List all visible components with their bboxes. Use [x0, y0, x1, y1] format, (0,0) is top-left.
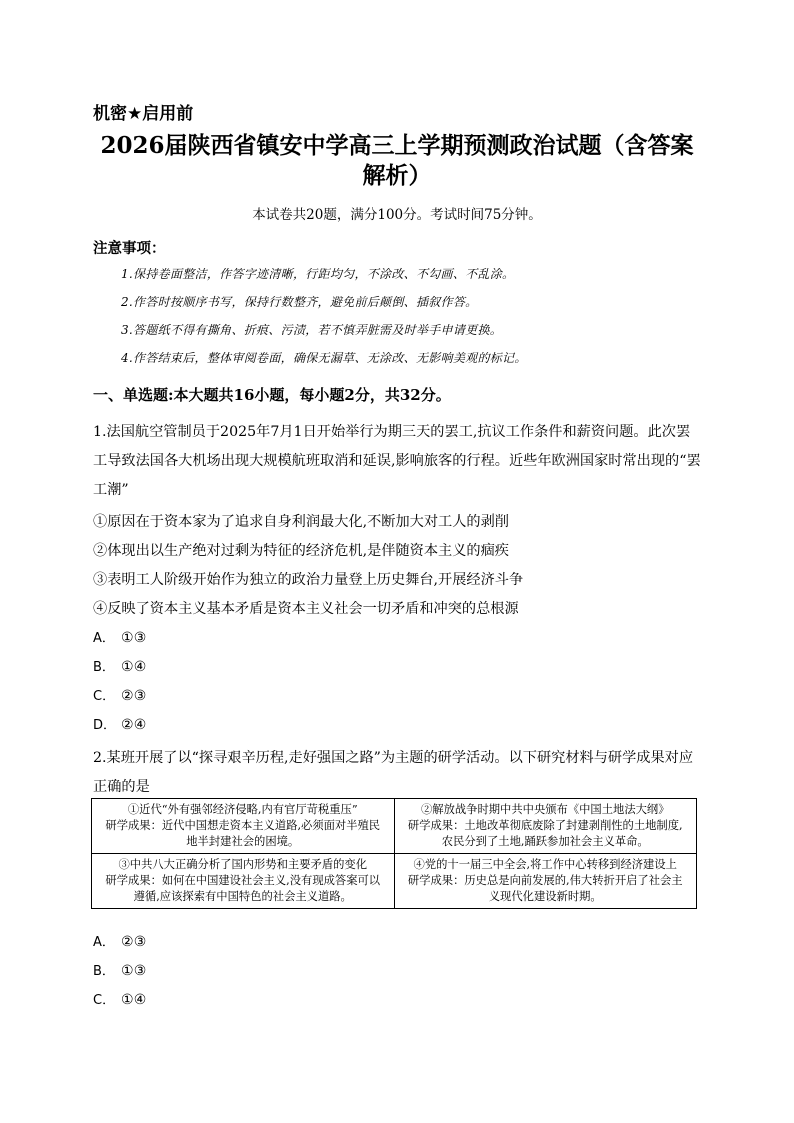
- cell-line: ①近代“外有强邻经济侵略,内有官厅苛税重压”: [127, 803, 358, 816]
- question-1-option-a[interactable]: [93, 628, 146, 649]
- notice-item: 1.保持卷面整洁，作答字迹清晰，行距均匀，不涂改、不勾画、不乱涂。: [121, 267, 515, 281]
- table-cell: [394, 854, 697, 909]
- option-text: ②③: [121, 934, 147, 950]
- cell-line: 研学成果：历史总是向前发展的,伟大转折开启了社会主: [407, 874, 683, 887]
- table-cell: [394, 799, 697, 854]
- question-1-option-d[interactable]: [93, 715, 146, 736]
- table-row: [92, 799, 697, 854]
- question-2-option-b[interactable]: [93, 961, 146, 982]
- notice-item: 4.作答结束后，整体审阅卷面，确保无漏草、无涂改、无影响美观的标记。: [121, 351, 527, 365]
- option-letter: B．: [93, 964, 115, 979]
- question-1-statement: ①原因在于资本家为了追求自身利润最大化,不断加大对工人的剥削: [93, 514, 509, 530]
- cell-line: 农民分到了土地,踊跃参加社会主义革命。: [441, 835, 649, 848]
- table-cell: [92, 799, 395, 854]
- option-text: ①④: [121, 659, 147, 675]
- option-text: ①③: [121, 963, 147, 979]
- cell-line: 研学成果：近代中国想走资本主义道路,必须面对半殖民: [105, 819, 381, 832]
- option-text: ①③: [121, 630, 147, 646]
- question-1-option-b[interactable]: [93, 657, 146, 678]
- option-text: ②③: [121, 688, 147, 704]
- option-letter: A．: [93, 631, 115, 646]
- option-letter: D．: [93, 718, 117, 733]
- option-letter: B．: [93, 660, 115, 675]
- question-1-statement: ②体现出以生产绝对过剩为特征的经济危机,是伴随资本主义的痼疾: [93, 543, 509, 559]
- confidential-label: 机密★启用前: [93, 104, 194, 124]
- question-1-statement: ③表明工人阶级开始作为独立的政治力量登上历史舞台,开展经济斗争: [93, 572, 524, 588]
- cell-line: ③中共八大正确分析了国内形势和主要矛盾的变化: [118, 858, 368, 871]
- question-1-stem: 1.法国航空管制员于2025年7月1日开始举行为期三天的罢工,抗议工作条件和薪资问题。此次罢工导致法国各大机场出现大规模航班取消和延误,影响旅客的行程。近些年欧洲国家时常出现的“罢工潮”: [93, 424, 701, 498]
- cell-line: 研学成果：如何在中国建设社会主义,没有现成答案可以: [105, 874, 381, 887]
- option-text: ①④: [121, 992, 147, 1008]
- notice-heading: 注意事项：: [93, 241, 166, 257]
- option-letter: C．: [93, 993, 116, 1008]
- cell-line: ④党的十一届三中全会,将工作中心转移到经济建设上: [413, 858, 677, 871]
- option-text: ②④: [121, 717, 147, 733]
- notice-item: 3.答题纸不得有撕角、折痕、污渍，若不慎弄脏需及时举手申请更换。: [121, 323, 503, 337]
- question-1-statement: ④反映了资本主义基本矛盾是资本主义社会一切矛盾和冲突的总根源: [93, 601, 519, 617]
- table-cell: [92, 854, 395, 909]
- question-2-table: [91, 798, 697, 909]
- cell-line: 义现代化建设新时期。: [488, 890, 602, 903]
- cell-line: 研学成果：土地改革彻底废除了封建剥削性的土地制度,: [407, 819, 683, 832]
- question-2-option-c[interactable]: [93, 990, 146, 1011]
- cell-line: 遵循,应该探索有中国特色的社会主义道路。: [133, 890, 352, 903]
- section-title: 一、单选题:本大题共16小题，每小题2分，共32分。: [93, 386, 451, 404]
- question-2-option-a[interactable]: [93, 932, 146, 953]
- exam-subtitle: 本试卷共20题，满分100分。考试时间75分钟。: [252, 207, 542, 223]
- cell-line: ②解放战争时期中共中央颁布《中国土地法大纲》: [420, 803, 670, 816]
- question-1-option-c[interactable]: [93, 686, 146, 707]
- question-2-stem: 2.某班开展了以“探寻艰辛历程,走好强国之路”为主题的研学活动。以下研究材料与研学成果对应正确的是: [93, 750, 694, 795]
- exam-title: 2026届陕西省镇安中学高三上学期预测政治试题（含答案解析）: [100, 132, 694, 189]
- option-letter: C．: [93, 689, 116, 704]
- cell-line: 地半封建社会的困境。: [186, 835, 300, 848]
- table-row: [92, 854, 697, 909]
- option-letter: A．: [93, 935, 115, 950]
- notice-item: 2.作答时按顺序书写，保持行数整齐，避免前后颠倒、插叙作答。: [121, 295, 478, 309]
